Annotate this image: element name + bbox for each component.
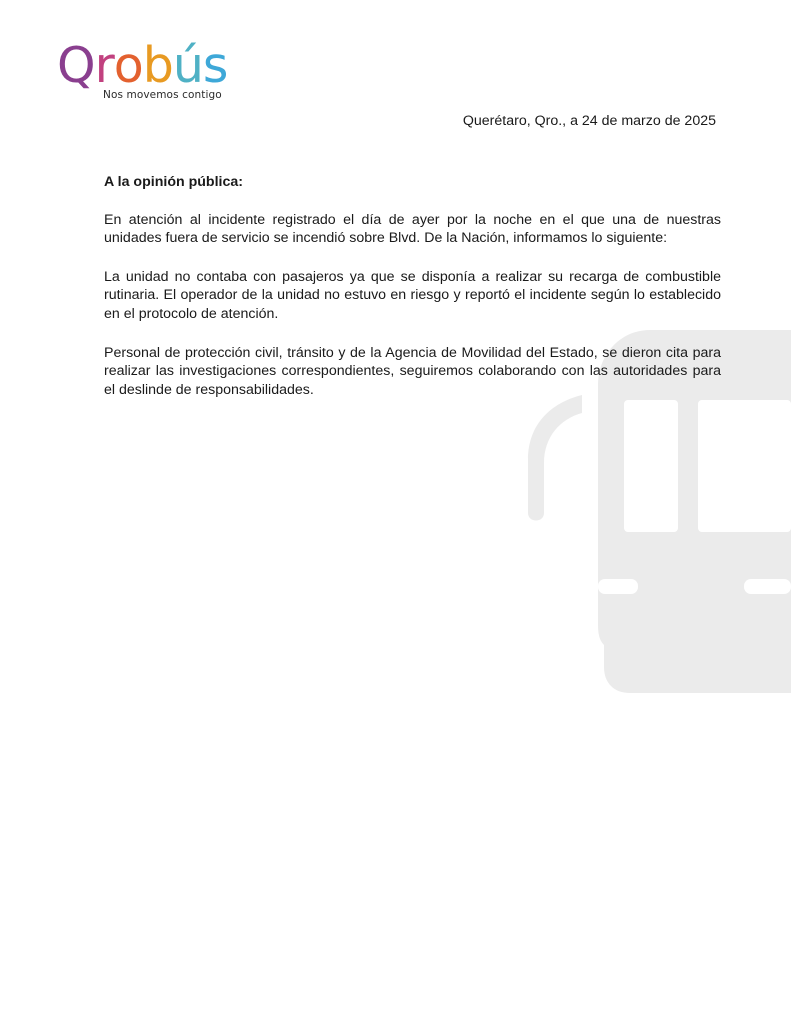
- logo-tagline: Nos movemos contigo: [103, 89, 222, 101]
- date-line: Querétaro, Qro., a 24 de marzo de 2025: [462, 113, 716, 129]
- logo-letter: ú: [172, 37, 203, 94]
- logo-letter: Q: [57, 37, 95, 94]
- logo-letter: o: [113, 37, 143, 94]
- paragraph-investigation: Personal de protección civil, tránsito y de la Agencia de Movilidad del Estado, se dieron cita para realizar las investigaciones correspondientes, seguiremos colaborando con las autoridades para el deslinde de responsabilidades.: [104, 344, 721, 398]
- qrobus-logo: [57, 36, 227, 106]
- logo-letter: r: [94, 37, 114, 94]
- paragraph-unit-status: La unidad no contaba con pasajeros ya que se disponía a realizar su recarga de combustible rutinaria. El operador de la unidad no estuvo en riesgo y reportó el incidente según lo establecido en el protocolo de atención.: [104, 268, 721, 322]
- paragraph-incident: En atención al incidente registrado el día de ayer por la noche en el que una de nuestras unidades fuera de servicio se incendió sobre Blvd. De la Nación, informamos lo siguiente:: [104, 211, 721, 247]
- logo-letter: s: [202, 37, 228, 94]
- logo-letter: b: [142, 37, 173, 94]
- logo-wordmark: [57, 36, 227, 96]
- salutation: A la opinión pública:: [104, 174, 243, 190]
- letter-body: [104, 173, 721, 419]
